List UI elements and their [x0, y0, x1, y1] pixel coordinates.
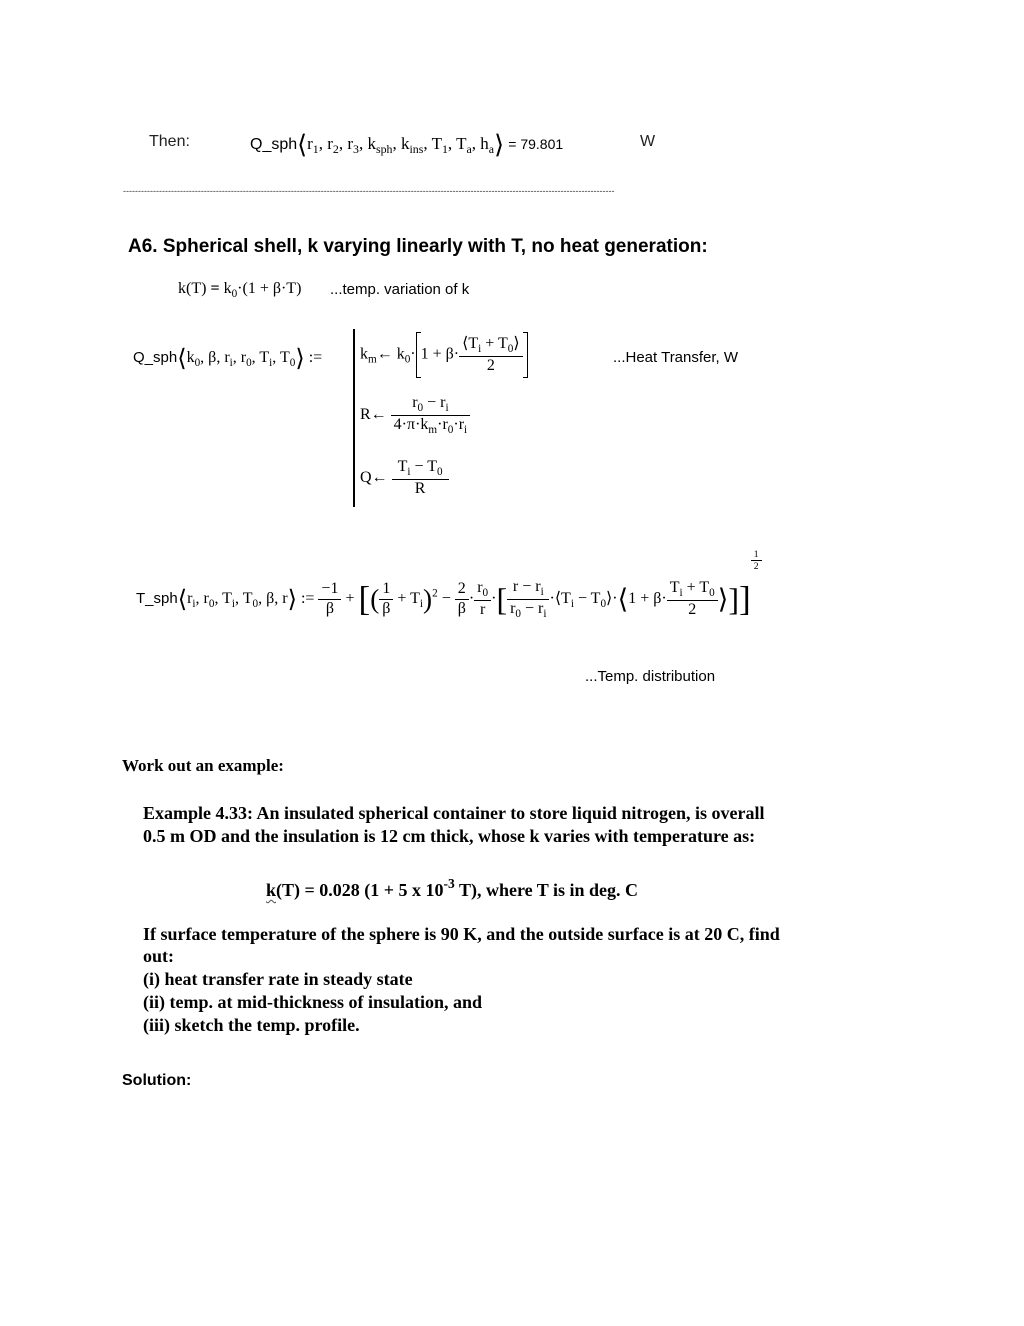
example-question-line-2: out: [143, 946, 174, 966]
t-sph-definition: $T\_sph⟨r_i$, $r_0$, $T_i$, $T_0$, β, r⟩ := $\frac{-1}{\beta}$ + [( $\frac{1}{\beta}$ + $T_i)^2$ − $\frac{2}{\beta}$ · $\frac{r_0}{r}$ ·[ $\frac{r - r_i}{r_0 - r_i}$ $\cdot⟨T_i$ − $T_0⟩\cdot⟨1 + \beta\cdot$ $\frac{T_i + T_0}{2}$ ⟩]] $^{\frac{1}{2}}$ [136, 572, 762, 621]
heat-transfer-note: ...Heat Transfer, W [613, 349, 739, 366]
q-assignment: Q← $\frac{T_i - T_0}{R}$ [360, 458, 449, 498]
q-sph-call-formula: $Q\_sph⟨r_1$, $r_2$, $r_3$, $k_{sph}$, $k_{ins}$, $T_1$, $T_a$, $h_a⟩ = 79.801$ [250, 130, 564, 159]
temp-distribution-note: ...Temp. distribution [585, 668, 716, 685]
example-line-1: Example 4.33: An insulated spherical container to store liquid nitrogen, is overall [143, 803, 765, 823]
t-sph-def-name: T_sph [136, 590, 178, 608]
q-sph-unit: W [640, 133, 656, 150]
q-sph-func-name: Q_sph [250, 135, 298, 153]
example-item-1: (i) heat transfer rate in steady state [143, 969, 413, 989]
q-sph-definition-lhs: $Q\_sph⟨k_0$, β, $r_i$, $r_0$, $T_i$, $T_0⟩$ := [133, 346, 323, 372]
then-label: Then: [149, 133, 190, 150]
section-divider: -------------------------------------------------------------------------------------------------------------------------------------------------------------------- [123, 186, 615, 196]
example-item-3: (iii) sketch the temp. profile. [143, 1015, 360, 1035]
q-sph-def-name: Q_sph [133, 349, 178, 367]
example-line-2: 0.5 m OD and the insulation is 12 cm thick, whose k varies with temperature as: [143, 826, 756, 846]
q-sph-result: = 79.801 [508, 135, 564, 152]
example-k-formula: k(T) = 0.028 (1 + 5 x $10^{-3}$ T), where T is in deg. C [266, 876, 638, 901]
example-question-line-1: If surface temperature of the sphere is 90 K, and the outside surface is at 20 C, find [143, 924, 780, 944]
program-block-bar [353, 329, 355, 507]
km-assignment: $k_m\leftarrow$ $k_0\cdot 1 + \beta\cdot$ $\frac{⟨T_i + T_0⟩}{2}$ [360, 332, 528, 378]
a6-heading: A6. Spherical shell, k varying linearly with T, no heat generation: [128, 236, 708, 257]
k-symbol: k [266, 880, 277, 901]
r-assignment: R← $\frac{r_0 - r_i}{4\cdot\pi\cdot k_m\cdot r_0\cdot r_i}$ [360, 394, 470, 437]
k-variation-note: ...temp. variation of k [330, 281, 470, 298]
solution-label: Solution: [122, 1072, 192, 1089]
k-of-t-formula: $k(T) = k_0\cdot(1 + \beta\cdot T)$ [178, 280, 302, 300]
example-item-2: (ii) temp. at mid-thickness of insulation, and [143, 992, 483, 1012]
work-out-heading: Work out an example: [122, 756, 284, 775]
